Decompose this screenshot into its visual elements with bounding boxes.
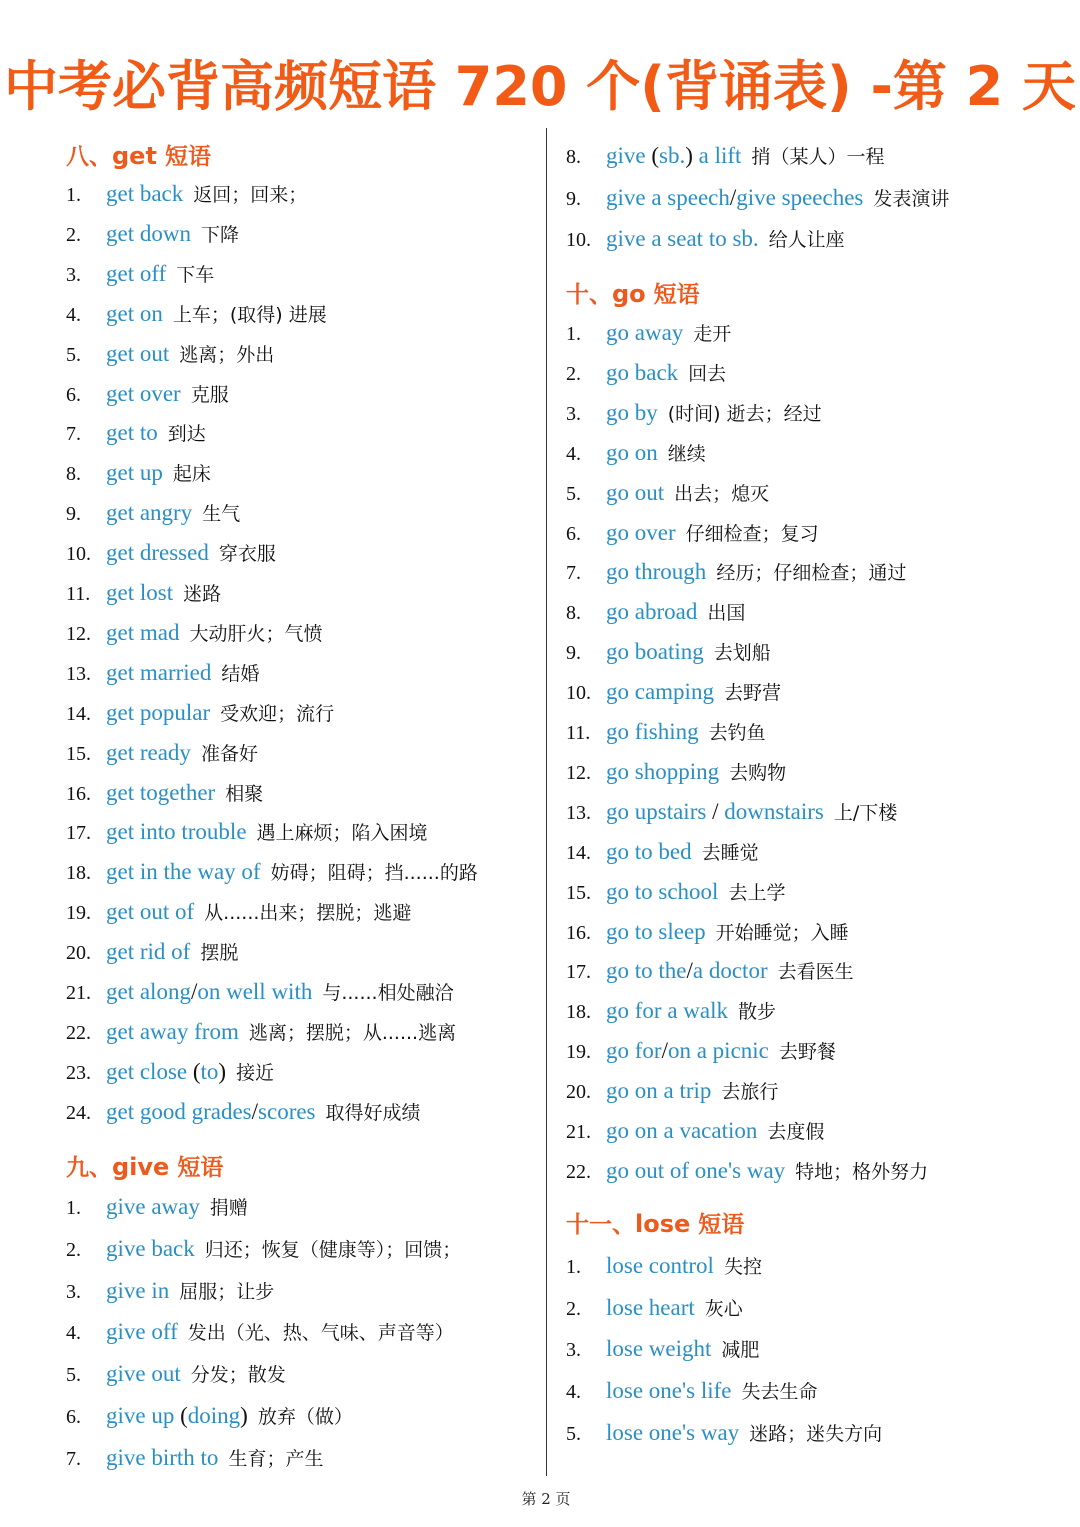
phrase-row xyxy=(566,317,731,349)
phrase-chinese: 上车；(取得) 进展 xyxy=(172,303,327,326)
phrase-english: go to the/a doctor xyxy=(606,958,768,984)
item-number: 21. xyxy=(566,1121,591,1143)
item-number: 3. xyxy=(566,402,581,425)
phrase-chinese: 接近 xyxy=(236,1061,275,1084)
section-heading-lose: 十一、lose 短语 xyxy=(566,1210,745,1238)
phrase-row xyxy=(66,378,229,410)
phrase-row xyxy=(66,1316,454,1348)
phrase-row xyxy=(66,617,322,649)
phrase-english: give out xyxy=(106,1361,181,1387)
phrase-row xyxy=(566,955,854,987)
phrase-chinese: 去睡觉 xyxy=(701,841,759,864)
phrase-chinese: 逃离；外出 xyxy=(179,343,275,366)
item-number: 2. xyxy=(66,223,81,246)
phrase-english: go to school xyxy=(606,878,719,904)
phrase-row xyxy=(566,1035,836,1067)
phrase-chinese: 结婚 xyxy=(221,662,260,685)
phrase-english: lose heart xyxy=(606,1294,695,1320)
phrase-english: lose one's life xyxy=(606,1378,732,1404)
phrase-row xyxy=(566,1292,743,1324)
phrase-chinese: 与......相处融洽 xyxy=(322,982,454,1004)
phrase-chinese: 准备好 xyxy=(200,742,258,765)
phrase-english: get down xyxy=(106,220,191,246)
item-number: 7. xyxy=(66,423,81,446)
phrase-row xyxy=(66,218,239,250)
phrase-english: go for/on a picnic xyxy=(606,1038,769,1064)
phrase-row xyxy=(566,437,706,469)
item-number: 20. xyxy=(66,942,91,965)
phrase-chinese: 去看医生 xyxy=(777,961,854,984)
phrase-english: get into trouble xyxy=(106,819,247,845)
phrase-chinese: 去划船 xyxy=(713,642,771,665)
phrase-chinese: 仔细检查；复习 xyxy=(685,522,819,545)
column-divider xyxy=(546,128,547,1476)
phrase-english: lose control xyxy=(606,1253,714,1278)
item-number: 9. xyxy=(66,503,81,526)
phrase-english: get angry xyxy=(106,500,193,526)
phrase-english: get mad xyxy=(106,619,180,645)
item-number: 7. xyxy=(566,562,581,585)
phrase-row xyxy=(66,936,238,968)
phrase-english: get over xyxy=(106,380,181,406)
phrase-english: get married xyxy=(106,659,212,685)
phrase-chinese: 下降 xyxy=(200,223,239,246)
phrase-chinese: 大动肝火；气愤 xyxy=(189,622,323,645)
item-number: 18. xyxy=(66,862,91,885)
phrase-row xyxy=(566,876,785,908)
phrase-row xyxy=(66,258,214,290)
phrase-english: get off xyxy=(106,260,167,286)
phrase-chinese: 克服 xyxy=(190,383,229,406)
item-number: 14. xyxy=(566,841,591,864)
phrase-chinese: 去旅行 xyxy=(721,1081,779,1104)
phrase-row xyxy=(566,995,776,1027)
phrase-row xyxy=(566,397,822,429)
phrase-chinese: 上/下楼 xyxy=(833,801,898,824)
item-number: 5. xyxy=(66,1364,81,1387)
item-number: 1. xyxy=(66,1197,81,1219)
item-number: 2. xyxy=(566,1297,581,1320)
phrase-chinese: 发表演讲 xyxy=(873,187,950,210)
phrase-english: go out of one's way xyxy=(606,1157,786,1183)
phrase-chinese: 起床 xyxy=(172,463,211,486)
phrase-row xyxy=(66,1016,456,1048)
phrase-english: go abroad xyxy=(606,599,698,625)
item-number: 4. xyxy=(566,1381,581,1404)
phrase-chinese: 继续 xyxy=(667,442,706,465)
phrase-row xyxy=(566,1250,762,1282)
phrase-english: get back xyxy=(106,181,184,206)
phrase-row xyxy=(566,357,726,389)
phrase-row xyxy=(66,737,258,769)
item-number: 10. xyxy=(566,682,591,705)
phrase-row xyxy=(566,916,849,948)
phrase-english: get to xyxy=(106,420,158,446)
phrase-chinese: 去上学 xyxy=(728,881,786,904)
phrase-english: go boating xyxy=(606,639,704,665)
item-number: 19. xyxy=(66,902,91,925)
section-heading-go: 十、go 短语 xyxy=(566,280,700,308)
item-number: 6. xyxy=(66,383,81,406)
item-number: 16. xyxy=(66,782,91,805)
phrase-row xyxy=(66,1442,323,1474)
phrase-english: go to sleep xyxy=(606,918,706,944)
phrase-chinese: 捎（某人）一程 xyxy=(751,146,885,168)
phrase-english: go to bed xyxy=(606,838,692,864)
phrase-row xyxy=(566,140,884,172)
item-number: 24. xyxy=(66,1101,91,1124)
phrase-row xyxy=(566,596,745,628)
phrase-english: get popular xyxy=(106,699,211,725)
phrase-chinese: 灰心 xyxy=(704,1297,743,1320)
phrase-row xyxy=(566,836,759,868)
item-number: 10. xyxy=(66,543,91,566)
phrase-english: give up (doing) xyxy=(106,1403,248,1428)
item-number: 5. xyxy=(66,343,81,366)
item-number: 8. xyxy=(566,146,581,168)
item-number: 15. xyxy=(66,742,91,765)
phrase-chinese: 放弃（做） xyxy=(257,1406,353,1428)
phrase-chinese: 减肥 xyxy=(721,1339,760,1362)
phrase-row xyxy=(566,1075,778,1107)
phrase-english: get dressed xyxy=(106,540,209,566)
item-number: 5. xyxy=(566,482,581,505)
phrase-chinese: 去购物 xyxy=(729,761,787,784)
phrase-english: get ready xyxy=(106,739,191,765)
phrase-english: get together xyxy=(106,779,216,805)
phrase-english: go for a walk xyxy=(606,998,728,1024)
item-number: 17. xyxy=(66,822,91,845)
phrase-chinese: 遇上麻烦；陷入困境 xyxy=(256,822,428,845)
phrase-row xyxy=(66,178,307,210)
item-number: 12. xyxy=(566,761,591,784)
phrase-row xyxy=(566,223,845,255)
item-number: 1. xyxy=(566,323,581,345)
phrase-english: go fishing xyxy=(606,719,699,744)
phrase-english: give in xyxy=(106,1277,170,1303)
phrase-chinese: 下车 xyxy=(176,263,215,286)
phrase-chinese: 捐赠 xyxy=(209,1197,248,1219)
item-number: 8. xyxy=(66,463,81,486)
phrase-chinese: (时间) 逝去；经过 xyxy=(667,402,822,425)
phrase-chinese: 屈服；让步 xyxy=(179,1280,275,1303)
phrase-row xyxy=(566,636,771,668)
phrase-row xyxy=(566,477,769,509)
item-number: 4. xyxy=(566,442,581,465)
phrase-row xyxy=(66,1191,248,1223)
phrase-english: get in the way of xyxy=(106,859,261,885)
phrase-chinese: 经历；仔细检查；通过 xyxy=(716,562,907,585)
phrase-english: go shopping xyxy=(606,758,720,784)
phrase-english: get along/on well with xyxy=(106,979,313,1004)
phrase-chinese: 取得好成绩 xyxy=(325,1101,421,1124)
phrase-english: give off xyxy=(106,1319,178,1345)
phrase-chinese: 失去生命 xyxy=(741,1381,818,1404)
phrase-english: go camping xyxy=(606,679,714,705)
phrase-english: give (sb.) a lift xyxy=(606,143,742,168)
phrase-chinese: 分发；散发 xyxy=(190,1364,286,1387)
phrase-chinese: 相聚 xyxy=(225,782,264,805)
phrase-chinese: 穿衣服 xyxy=(218,543,276,566)
phrase-row xyxy=(566,182,949,214)
item-number: 5. xyxy=(566,1422,581,1445)
phrase-english: go by xyxy=(606,399,658,425)
phrase-row xyxy=(566,1333,759,1365)
phrase-english: give a speech/give speeches xyxy=(606,184,864,210)
phrase-row xyxy=(66,856,478,888)
phrase-chinese: 去野餐 xyxy=(778,1041,836,1064)
phrase-row xyxy=(66,1275,274,1307)
phrase-chinese: 回去 xyxy=(688,362,727,385)
phrase-chinese: 散步 xyxy=(738,1001,777,1024)
phrase-row xyxy=(66,298,327,330)
page-title: 中考必背高频短语 720 个(背诵表) -第 2 天 xyxy=(3,55,1077,118)
item-number: 4. xyxy=(66,1322,81,1345)
phrase-english: get out xyxy=(106,340,170,366)
phrase-chinese: 走开 xyxy=(693,323,732,345)
phrase-english: go back xyxy=(606,359,679,385)
phrase-row xyxy=(566,1417,882,1449)
phrase-english: go over xyxy=(606,519,676,545)
item-number: 23. xyxy=(66,1061,91,1084)
item-number: 9. xyxy=(566,642,581,665)
phrase-chinese: 去度假 xyxy=(767,1121,825,1143)
phrase-english: give a seat to sb. xyxy=(606,226,759,251)
phrase-english: get up xyxy=(106,460,163,486)
phrase-row xyxy=(566,1375,818,1407)
phrase-row xyxy=(66,497,240,529)
phrase-row xyxy=(66,1056,274,1088)
item-number: 2. xyxy=(66,1238,81,1261)
item-number: 9. xyxy=(566,187,581,210)
item-number: 19. xyxy=(566,1041,591,1064)
item-number: 14. xyxy=(66,702,91,725)
phrase-chinese: 受欢迎；流行 xyxy=(220,702,335,725)
item-number: 2. xyxy=(566,362,581,385)
phrase-chinese: 发出（光、热、气味、声音等） xyxy=(187,1322,454,1345)
phrase-chinese: 生气 xyxy=(202,503,241,526)
phrase-english: get on xyxy=(106,300,163,326)
item-number: 6. xyxy=(66,1406,81,1428)
phrase-chinese: 去钓鱼 xyxy=(708,722,766,744)
phrase-row xyxy=(566,796,897,828)
phrase-row xyxy=(566,676,781,708)
phrase-chinese: 归还；恢复（健康等）；回馈； xyxy=(204,1238,462,1261)
phrase-english: give birth to xyxy=(106,1444,219,1470)
phrase-row xyxy=(66,777,263,809)
phrase-row xyxy=(566,517,819,549)
item-number: 3. xyxy=(66,1280,81,1303)
phrase-english: get good grades/scores xyxy=(106,1098,316,1124)
phrase-chinese: 返回；回来； xyxy=(193,184,308,206)
item-number: 7. xyxy=(66,1447,81,1470)
phrase-chinese: 妨碍；阻碍；挡......的路 xyxy=(270,862,478,885)
item-number: 22. xyxy=(66,1021,91,1044)
left-column xyxy=(66,0,536,1527)
phrase-english: get rid of xyxy=(106,939,191,965)
phrase-row xyxy=(66,1233,461,1265)
phrase-english: go away xyxy=(606,320,684,345)
phrase-row xyxy=(66,417,206,449)
item-number: 16. xyxy=(566,921,591,944)
phrase-chinese: 生育；产生 xyxy=(228,1447,324,1470)
item-number: 15. xyxy=(566,881,591,904)
phrase-english: get close (to) xyxy=(106,1058,227,1084)
item-number: 3. xyxy=(566,1339,581,1362)
item-number: 4. xyxy=(66,303,81,326)
phrase-row xyxy=(66,457,211,489)
phrase-chinese: 去野营 xyxy=(723,682,781,705)
phrase-row xyxy=(566,1115,824,1147)
phrase-row xyxy=(66,1358,286,1390)
item-number: 8. xyxy=(566,602,581,625)
phrase-row xyxy=(566,1155,928,1187)
phrase-row xyxy=(66,697,334,729)
phrase-chinese: 迷路 xyxy=(183,583,222,605)
phrase-row xyxy=(66,1400,353,1432)
phrase-chinese: 到达 xyxy=(167,423,206,446)
phrase-english: lose weight xyxy=(606,1336,712,1362)
right-column xyxy=(566,0,1066,1527)
item-number: 18. xyxy=(566,1001,591,1024)
phrase-row xyxy=(566,716,766,748)
phrase-row xyxy=(66,976,454,1008)
phrase-row xyxy=(66,338,274,370)
phrase-english: go out xyxy=(606,479,665,505)
item-number: 13. xyxy=(566,801,591,824)
phrase-row xyxy=(66,657,259,689)
section-heading-give: 九、give 短语 xyxy=(66,1153,224,1181)
phrase-chinese: 特地；格外努力 xyxy=(795,1160,929,1183)
phrase-chinese: 出去；熄灭 xyxy=(674,482,770,505)
phrase-row xyxy=(66,1096,421,1128)
phrase-chinese: 摆脱 xyxy=(200,942,239,965)
item-number: 11. xyxy=(566,722,591,744)
item-number: 21. xyxy=(66,982,91,1004)
phrase-chinese: 迷路；迷失方向 xyxy=(749,1422,883,1445)
phrase-english: go upstairs / downstairs xyxy=(606,798,824,824)
phrase-chinese: 失控 xyxy=(723,1256,762,1278)
phrase-chinese: 开始睡觉；入睡 xyxy=(715,921,849,944)
item-number: 13. xyxy=(66,662,91,685)
phrase-english: go on xyxy=(606,439,658,465)
item-number: 11. xyxy=(66,583,91,605)
phrase-chinese: 从......出来；摆脱；逃避 xyxy=(204,902,412,925)
item-number: 1. xyxy=(566,1256,581,1278)
item-number: 10. xyxy=(566,229,591,251)
phrase-row xyxy=(66,816,428,848)
phrase-chinese: 逃离；摆脱；从......逃离 xyxy=(248,1021,457,1044)
phrase-english: get lost xyxy=(106,580,174,605)
phrase-row xyxy=(566,756,786,788)
item-number: 6. xyxy=(566,522,581,545)
phrase-row xyxy=(66,577,221,609)
item-number: 17. xyxy=(566,961,591,984)
section-heading-get: 八、get 短语 xyxy=(66,142,211,170)
phrase-english: give away xyxy=(106,1194,200,1219)
phrase-english: go through xyxy=(606,559,707,585)
item-number: 1. xyxy=(66,184,81,206)
phrase-chinese: 给人让座 xyxy=(768,229,845,251)
phrase-english: get out of xyxy=(106,899,195,925)
item-number: 20. xyxy=(566,1081,591,1104)
page-number: 第 2 页 xyxy=(521,1490,571,1508)
item-number: 3. xyxy=(66,263,81,286)
phrase-english: lose one's way xyxy=(606,1419,740,1445)
phrase-english: give back xyxy=(106,1235,195,1261)
phrase-row xyxy=(66,896,411,928)
phrase-english: go on a vacation xyxy=(606,1118,758,1143)
phrase-row xyxy=(566,556,906,588)
phrase-row xyxy=(66,537,276,569)
phrase-english: get away from xyxy=(106,1018,239,1044)
phrase-chinese: 出国 xyxy=(707,602,746,625)
item-number: 12. xyxy=(66,622,91,645)
phrase-english: go on a trip xyxy=(606,1078,712,1104)
item-number: 22. xyxy=(566,1160,591,1183)
